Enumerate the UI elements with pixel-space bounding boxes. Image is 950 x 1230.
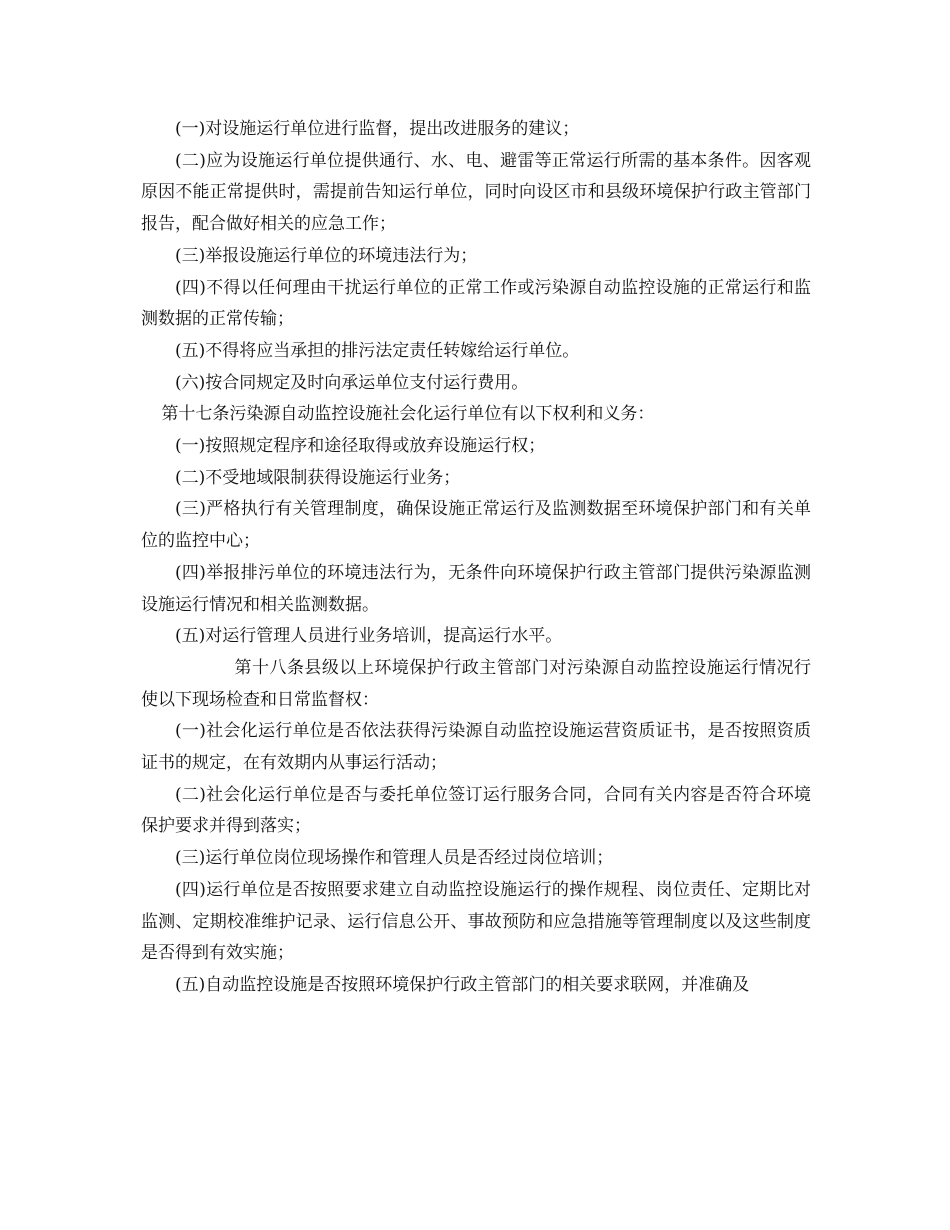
article-18-heading: 第十八条县级以上环境保护行政主管部门对污染源自动监控设施运行情况行使以下现场检查和日常监督权： [141,657,811,710]
paragraph-item-7: (一)按照规定程序和途径取得或放弃设施运行权； [175,436,546,457]
document-body [141,114,811,1002]
article-17-heading: 第十七条污染源自动监控设施社会化运行单位有以下权利和义务： [161,404,655,425]
paragraph-item-11: (五)对运行管理人员进行业务培训，提高运行水平。 [175,626,563,647]
paragraph-item-3: (三)举报设施运行单位的环境违法行为； [175,245,478,266]
paragraph-item-13: (二)社会化运行单位是否与委托单位签订运行服务合同，合同有关内容是否符合环境保护要求并得到落实； [141,784,811,837]
paragraph-item-15: (四)运行单位是否按照要求建立自动监控设施运行的操作规程、岗位责任、定期比对监测、定期校准维护记录、运行信息公开、事故预防和应急措施等管理制度以及这些制度是否得到有效实施； [141,879,811,964]
paragraph-item-10: (四)举报排污单位的环境违法行为，无条件向环境保护行政主管部门提供污染源监测设施运行情况和相关监测数据。 [141,562,811,615]
paragraph-item-6: (六)按合同规定及时向承运单位支付运行费用。 [175,372,529,393]
paragraph-item-12: (一)社会化运行单位是否依法获得污染源自动监控设施运营资质证书，是否按照资质证书的规定，在有效期内从事运行活动； [141,721,811,774]
paragraph-item-5: (五)不得将应当承担的排污法定责任转嫁给运行单位。 [175,340,580,361]
paragraph-item-4: (四)不得以任何理由干扰运行单位的正常工作或污染源自动监控设施的正常运行和监测数据的正常传输； [141,277,811,330]
paragraph-item-8: (二)不受地域限制获得设施运行业务； [175,467,461,488]
paragraph-item-9: (三)严格执行有关管理制度，确保设施正常运行及监测数据至环境保护部门和有关单位的监控中心； [141,499,811,552]
paragraph-item-1: (一)对设施运行单位进行监督，提出改进服务的建议； [175,119,580,139]
paragraph-item-14: (三)运行单位岗位现场操作和管理人员是否经过岗位培训； [175,848,614,869]
paragraph-item-2: (二)应为设施运行单位提供通行、水、电、避雷等正常运行所需的基本条件。因客观原因不能正常提供时，需提前告知运行单位，同时向设区市和县级环境保护行政主管部门报告，配合做好相关的应急工作； [141,150,811,235]
paragraph-item-16: (五)自动监控设施是否按照环境保护行政主管部门的相关要求联网，并准确及 [175,974,750,995]
